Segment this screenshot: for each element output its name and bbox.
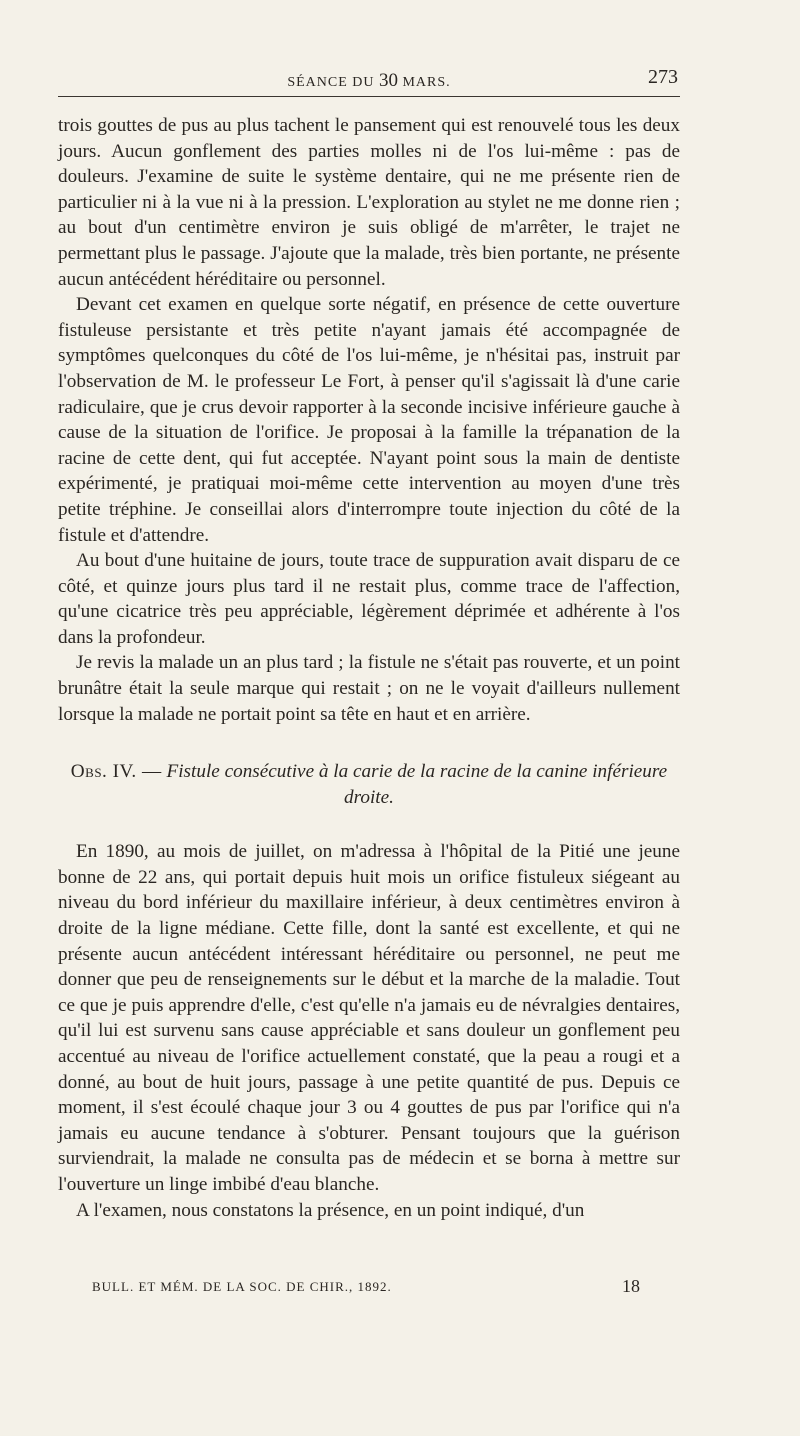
body-text <box>58 113 680 1223</box>
paragraph: trois gouttes de pus au plus tachent le pansement qui est renouvelé tous les deux jours. Aucun gonflement des parties molles ni de l'os lui-même : pas de douleurs. J'examine de suite le système dentaire, qui ne me présente rien de particulier ni à la vue ni à la pression. L'exploration au stylet ne me donne rien ; au bout d'un centimètre environ je suis obligé de m'arrêter, le trajet ne permettant plus le passage. J'ajoute que la malade, très bien portante, ne présente aucun antécédent héréditaire ou personnel. <box>58 115 680 290</box>
running-title-month: MARS. <box>402 75 451 90</box>
running-title <box>58 70 680 92</box>
observation-title: Fistule consécutive à la carie de la racine de la canine inférieure droite. <box>166 761 668 809</box>
paragraph: Au bout d'une huitaine de jours, toute trace de suppuration avait disparu de ce côté, et quinze jours plus tard il ne restait plus, comme trace de l'affection, qu'une cicatrice très peu appréciable, légèrement déprimée et adhérente à l'os dans la profondeur. <box>58 550 680 648</box>
paragraph: Je revis la malade un an plus tard ; la fistule ne s'était pas rouverte, et un point brunâtre était la seule marque qui restait ; on ne le voyait d'ailleurs nullement lorsque la malade ne portait point sa tête en haut et en arrière. <box>58 652 680 725</box>
observation-label: Obs. IV. — <box>70 761 162 783</box>
running-head <box>58 62 680 97</box>
paragraph: En 1890, au mois de juillet, on m'adressa à l'hôpital de la Pitié une jeune bonne de 22 ans, qui portait depuis huit mois un orifice fistuleux siégeant au niveau du bord inférieur du maxillaire inférieur, à deux centimètres environ à droite de la ligne médiane. Cette fille, dont la santé est excellente, et qui ne présente aucun antécédent intéressant héréditaire ou personnel, ne peut me donner que peu de renseignements sur le début et la marche de la maladie. Tout ce que je puis apprendre d'elle, c'est qu'elle n'a jamais eu de névralgies dentaires, qu'il lui est survenu sans cause appréciable et sans douleur un gonflement peu accentué au niveau de l'orifice actuellement constaté, que la peau a rougi et a donné, au bout de huit jours, passage à une petite quantité de pus. Depuis ce moment, il s'est écoulé chaque jour 3 ou 4 gouttes de pus par l'orifice qui n'a jamais eu aucune tendance à s'obturer. Pensant toujours que la guérison surviendrait, la malade ne consulta pas de médecin et se borna à mettre sur l'ouverture un linge imbibé d'eau blanche. <box>58 841 680 1195</box>
paragraph: Devant cet examen en quelque sorte négatif, en présence de cette ouverture fistuleuse persistante et très petite n'ayant jamais été accompagnée de symptômes quelconques du côté de l'os lui-même, je n'hésitai pas, instruit par l'observation de M. le professeur Le Fort, à penser qu'il s'agissait là d'une carie radiculaire, que je crus devoir rapporter à la seconde incisive inférieure gauche à cause de la situation de l'orifice. Je proposai à la famille la trépanation de la racine de cette dent, qui fut acceptée. N'ayant point sous la main de dentiste expérimenté, je pratiquai moi-même cette intervention au moyen d'une très petite tréphine. Je conseillai alors d'interrompre toute injection du côté de la fistule et d'attendre. <box>58 294 680 546</box>
observation-heading <box>58 759 680 811</box>
paragraph: A l'examen, nous constatons la présence, en un point indiqué, d'un <box>76 1199 585 1221</box>
page <box>58 62 680 1223</box>
running-title-number: 30 <box>378 70 398 91</box>
sheet-number: 18 <box>622 1276 640 1296</box>
footer <box>92 1276 640 1296</box>
page-number: 273 <box>648 66 678 88</box>
footer-signature: BULL. ET MÉM. DE LA SOC. DE CHIR., 1892. <box>92 1279 392 1294</box>
running-title-text: SÉANCE DU <box>287 75 375 90</box>
